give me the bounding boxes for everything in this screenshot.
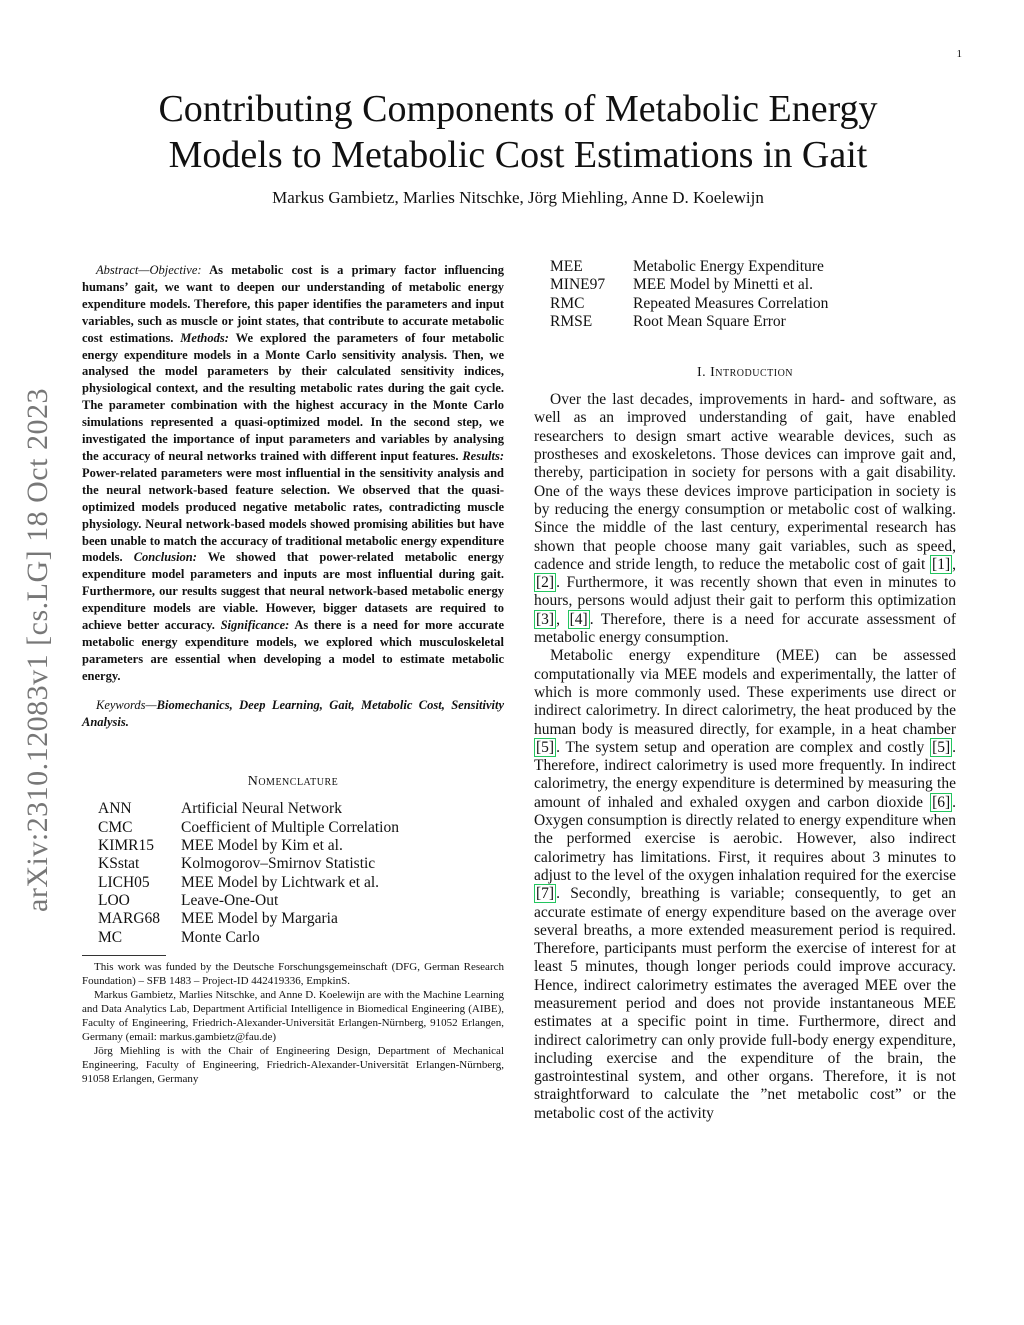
citation-link[interactable]: [5]	[932, 738, 951, 756]
intro-paragraph-2	[534, 647, 956, 1123]
nomenclature-row	[98, 929, 399, 947]
nomenclature-abbr: KIMR15	[98, 837, 154, 855]
nomenclature-heading: Nomenclature	[247, 774, 339, 790]
nomenclature-abbr: LICH05	[98, 873, 150, 891]
methods-label: Methods:	[180, 330, 229, 345]
nomenclature-abbr: CMC	[98, 818, 133, 836]
nomenclature-row	[550, 276, 828, 294]
nomenclature-row	[98, 874, 399, 892]
objective-label: Objective:	[149, 263, 202, 277]
introduction-heading: I. Introduction	[696, 365, 794, 381]
citation-link[interactable]: [2]	[536, 574, 555, 592]
nomenclature-abbr: MEE	[550, 258, 583, 275]
nomenclature-row	[98, 892, 399, 910]
nomenclature-definition: Artificial Neural Network	[181, 800, 342, 818]
citation-link[interactable]: [7]	[536, 885, 555, 903]
footnotes	[82, 960, 504, 1086]
nomenclature-definition: Root Mean Square Error	[633, 312, 786, 330]
significance-label: Significance:	[220, 618, 290, 633]
nomenclature-row	[98, 837, 399, 855]
abstract-methods: We explored the parameters of four metabolic energy expenditure models in a Monte Carlo sensitivity analysis. Then, we analysed the model parameters by their calculated sensitivity indices, physiological context, and the resulting metabolic rates during the gait cycle. The parameter combination with the highest accuracy in the Monte Carlo simulations represented a quasi-optimized model. In the second step, we investigated the importance of input parameters and variables by analysing the accuracy of neural networks trained with different input features.	[82, 330, 504, 463]
nomenclature-definition: MEE Model by Lichtwark et al.	[181, 873, 380, 891]
page-number: 1	[956, 48, 962, 60]
intro-text: . The system setup and operation are complex and costly	[556, 738, 925, 756]
author-list: Markus Gambietz, Marlies Nitschke, Jörg Miehling, Anne D. Koelewijn	[272, 188, 764, 207]
nomenclature-definition: Monte Carlo	[181, 928, 260, 946]
nomenclature-definition: MEE Model by Margaria	[181, 910, 338, 928]
keywords-label: Keywords	[96, 697, 146, 712]
nomenclature-row	[550, 313, 828, 331]
nomenclature-definition: Coefficient of Multiple Correlation	[181, 818, 399, 836]
intro-text: . Furthermore, it was recently shown that even in minutes to hours, persons would adjust their gait to perform this optimization	[534, 574, 956, 610]
nomenclature-row	[98, 819, 399, 837]
nomenclature-table-left	[98, 800, 399, 946]
nomenclature-row	[550, 295, 828, 313]
nomenclature-row	[98, 800, 399, 818]
intro-text: Over the last decades, improvements in hard- and software, as well as an improved understanding of gait, have enabled researchers to design smart active wearable devices, such as prostheses and exoskeletons. Those devices can improve gait and, thereby, participation in society for persons with a gait disability. One of the ways these devices improve participation in society is by reducing the energy consumption or metabolic cost of walking. Since the middle of the last century, experimental research has shown that people choose many gait variables, such as speed, cadence and stride length, to reduce the metabolic cost of gait	[534, 391, 956, 573]
footnote-divider	[82, 955, 166, 956]
intro-text: . Secondly, breathing is variable; consequently, to get an accurate estimate of energy expenditure based on the average over several breaths, a more extended measurement period is required. Therefore, participants must perform the exercise of interest for at least 5 minutes, though longer periods could improve accuracy. Hence, indirect calorimetry estimates the averaged MEE over the measurement period and does not provide instantaneous MEE estimates at a specific point in time. Furthermore, direct and indirect calorimetry can only provide full-body energy expenditure, including exercise and the expenditure of the brain, the gastrointestinal system, and other organs. Therefore, it is not straightforward to calculate the ”net metabolic cost” or the metabolic cost of the activity	[534, 885, 956, 1122]
abstract-significance: As there is a need for more accurate metabolic energy expenditure models, we explored which musculoskeletal parameters are essential when developing a model to estimate metabolic energy.	[82, 618, 505, 683]
nomenclature-abbr: MARG68	[98, 910, 161, 928]
nomenclature-definition: MEE Model by Minetti et al.	[633, 276, 813, 294]
nomenclature-definition: Kolmogorov–Smirnov Statistic	[181, 855, 376, 873]
paper-title	[80, 86, 956, 178]
affiliation-footnote: Markus Gambietz, Marlies Nitschke, and Anne D. Koelewijn are with the Machine Learning and Data Analytics Lab, Department Artificial Intelligence in Biomedical Engineering (AIBE), Faculty of Engineering, Friedrich-Alexander-Universität Erlangen-Nürnberg, 91052 Erlangen, Germany (email: markus.gambietz@fau.de)	[82, 988, 504, 1043]
nomenclature-abbr: RMC	[550, 294, 585, 312]
nomenclature-definition: MEE Model by Kim et al.	[181, 837, 343, 855]
abstract-conclusion: We showed that power-related metabolic energy expenditure model parameters and inputs are most influential during gait. Furthermore, our results suggest that neural network-based metabolic energy expenditure models are viable. However, bigger datasets are required to achieve better accuracy.	[82, 550, 504, 633]
keywords: Keywords—Biomechanics, Deep Learning, Gait, Metabolic Cost, Sensitivity Analysis.	[82, 697, 504, 729]
abstract-label: Abstract	[96, 263, 139, 277]
left-column	[82, 262, 504, 1086]
intro-text: . Therefore, there is a need for accurate assessment of metabolic energy consumption.	[534, 610, 957, 647]
nomenclature-definition: Repeated Measures Correlation	[633, 294, 829, 312]
intro-text: . Oxygen consumption is directly related to energy expenditure when the performed exercise is aerobic. However, also indirect calorimetry has limitations. First, it requires about 3 minutes to adjust to the level of the oxygen inhalation required for the exercise	[534, 793, 957, 884]
arxiv-sidebar	[18, 350, 58, 950]
nomenclature-row	[98, 910, 399, 928]
nomenclature-definition: Leave-One-Out	[181, 891, 279, 909]
keywords-text: Biomechanics, Deep Learning, Gait, Metabolic Cost, Sensitivity Analysis.	[82, 697, 504, 729]
nomenclature-table-right	[550, 258, 828, 331]
funding-footnote: This work was funded by the Deutsche Forschungsgemeinschaft (DFG, German Research Foundation) – SFB 1483 – Project-ID 442419336, EmpkinS.	[82, 960, 504, 987]
citation-link[interactable]: [3]	[536, 610, 555, 628]
right-column	[534, 258, 956, 1123]
nomenclature-abbr: MC	[98, 928, 123, 946]
arxiv-identifier: arXiv:2310.12083v1 [cs.LG] 18 Oct 2023	[21, 388, 54, 912]
nomenclature-section	[82, 774, 504, 946]
nomenclature-row	[550, 258, 828, 276]
citation-link[interactable]: [6]	[932, 793, 951, 811]
abstract-results: Power-related parameters were most influential in the sensitivity analysis and the neural network-based feature selection. We observed that the quasi-optimized models produced negative metabolic rates, contradicting muscle physiology. Neural network-based models showed promising abilities but have been unable to match the accuracy of traditional metabolic energy expenditure models.	[82, 465, 504, 565]
intro-text: . Therefore, indirect calorimetry is used more frequently. In indirect calorimetry, the energy expenditure is determined by measuring the amount of inhaled and exhaled oxygen and carbon dioxide	[534, 738, 957, 811]
introduction-body	[534, 391, 956, 1123]
nomenclature-row	[98, 855, 399, 873]
nomenclature-abbr: RMSE	[550, 312, 593, 330]
nomenclature-abbr: KSstat	[98, 855, 140, 873]
nomenclature-definition: Metabolic Energy Expenditure	[633, 258, 824, 275]
nomenclature-abbr: MINE97	[550, 276, 606, 294]
conclusion-label: Conclusion:	[133, 550, 197, 565]
intro-text: Metabolic energy expenditure (MEE) can be assessed computationally via MEE models and experimentally, the latter of which is more commonly used. These experiments use direct or indirect calorimetry. In direct calorimetry, the heat produced by the human body is measured directly, for example, in a heat chamber	[534, 647, 956, 738]
nomenclature-abbr: ANN	[98, 800, 132, 818]
intro-paragraph-1: Over the last decades, improvements in hard- and software, as well as an improved understanding of gait, have enabled researchers to design smart active wearable devices, such as prostheses and exoskeletons. Those devices can improve gait and, thereby, participation in society for persons with a gait disability. One of the ways these devices improve participation in society is by reducing the energy consumption or metabolic cost of walking. Since the middle of the last century, experimental research has shown that people choose many gait variables, such as speed, cadence and stride length, to reduce the metabolic cost of gait [1] , [2] . Furthermore, it was recently shown that even in minutes to hours, persons would adjust their gait to perform this optimization [3] , [4] . Therefore, there is a need for accurate assessment of metabolic energy consumption.	[534, 391, 957, 647]
abstract: Abstract—Objective: As metabolic cost is a primary factor influencing humans’ gait, we want to deepen our understanding of metabolic energy expenditure models. Therefore, this paper identifies the parameters and input variables, such as muscle or joint states, that contribute to accurate metabolic cost estimations. Methods: We explored the parameters of four metabolic energy expenditure models in a Monte Carlo sensitivity analysis. Then, we analysed the model parameters by their calculated sensitivity indices, physiological context, and the resulting metabolic rates during the gait cycle. The parameter combination with the highest accuracy in the Monte Carlo simulations represented a quasi-optimized model. In the second step, we investigated the importance of input parameters and variables by analysing the accuracy of neural networks trained with different input features. Results: Power-related parameters were most influential in the sensitivity analysis and the neural network-based feature selection. We observed that the quasi-optimized models produced negative metabolic rates, contradicting muscle physiology. Neural network-based models showed promising abilities but have been unable to match the accuracy of traditional metabolic energy expenditure models. Conclusion: We showed that power-related metabolic energy expenditure model parameters and inputs are most influential during gait. Furthermore, our results suggest that neural network-based metabolic energy expenditure models are viable. However, bigger datasets are required to achieve better accuracy. Significance: As there is a need for more accurate metabolic energy expenditure models, we explored which musculoskeletal parameters are essential when developing a model to estimate metabolic energy.	[82, 263, 505, 683]
affiliation-footnote: Jörg Miehling is with the Chair of Engineering Design, Department of Mechanical Engineering, Faculty of Engineering, Friedrich-Alexander-Universität Erlangen-Nürnberg, 91058 Erlangen, Germany	[82, 1044, 504, 1085]
title-line-2: Models to Metabolic Cost Estimations in Gait	[168, 134, 868, 176]
citation-link[interactable]: [5]	[536, 738, 555, 756]
results-label: Results:	[462, 448, 504, 463]
citation-link[interactable]: [1]	[932, 555, 951, 573]
nomenclature-abbr: LOO	[98, 891, 130, 909]
abstract-objective: As metabolic cost is a primary factor influencing humans’ gait, we want to deepen our understanding of metabolic energy expenditure models. Therefore, this paper identifies the parameters and input variables, such as muscle or joint states, that contribute to accurate metabolic cost estimations.	[82, 263, 504, 345]
title-line-1: Contributing Components of Metabolic Energy	[158, 88, 878, 130]
citation-link[interactable]: [4]	[569, 610, 588, 628]
